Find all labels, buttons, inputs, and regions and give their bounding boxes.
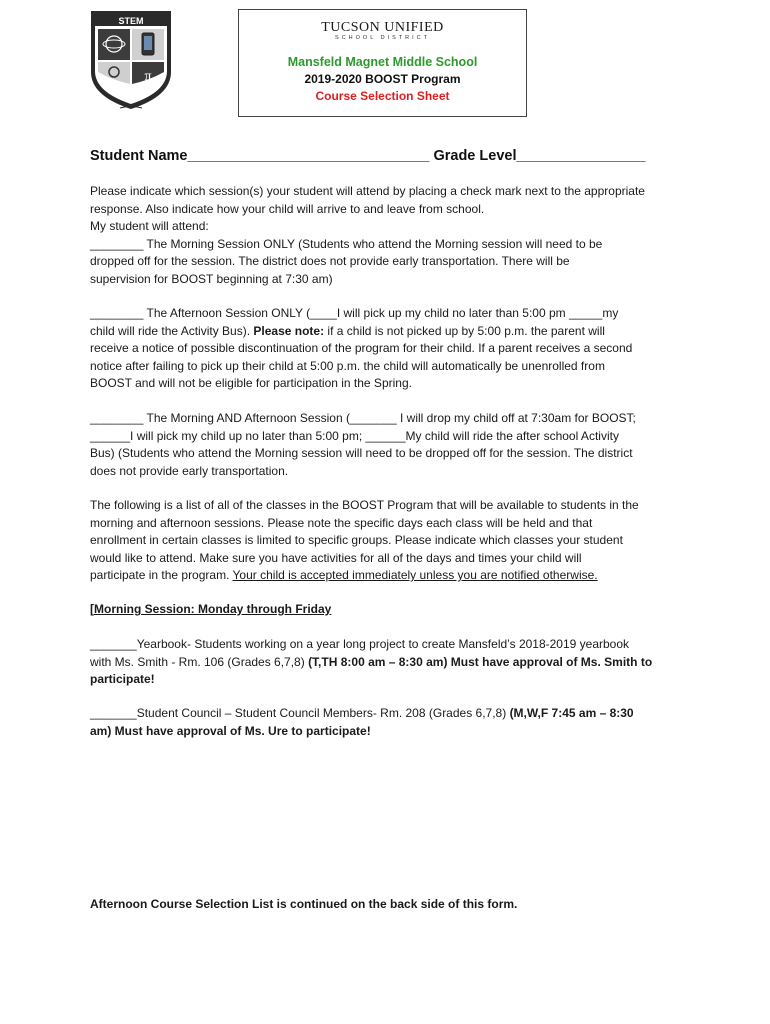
- text-span: child will ride the Activity Bus).: [90, 323, 254, 338]
- morning-only-text: supervision for BOOST beginning at 7:30 am): [90, 271, 333, 286]
- please-note-label: Please note:: [253, 323, 325, 338]
- svg-text:STEM: STEM: [118, 16, 144, 26]
- classes-intro-line: would like to attend. Make sure you have activities for all of the days and times your child will: [90, 550, 582, 565]
- yearbook-class: [90, 636, 690, 689]
- text-span: with Ms. Smith - Rm. 106 (Grades 6,7,8): [90, 654, 309, 669]
- morning-only-option[interactable]: ________ The Morning Session ONLY (Students who attend the Morning session will need to be: [90, 236, 603, 251]
- both-sessions-text: ______I will pick my child up no later than 5:00 pm; ______My child will ride the after school Activity: [90, 428, 619, 443]
- intro-line: Please indicate which session(s) your student will attend by placing a check mark next to the appropriate: [90, 184, 645, 198]
- grade-level-field[interactable]: ________________: [516, 148, 646, 164]
- classes-intro-line: enrollment in certain classes is limited to specific groups. Please indicate which classes your student: [90, 533, 623, 548]
- sheet-title: Course Selection Sheet: [315, 89, 450, 103]
- afternoon-only-text: receive a notice of possible discontinuation of the program for their child. If a parent receives a second: [90, 341, 633, 356]
- afternoon-only-text: [90, 323, 690, 341]
- afternoon-only-option[interactable]: ________ The Afternoon Session ONLY (____I will pick up my child no later than 5:00 pm _____my: [90, 306, 619, 320]
- footer-note: Afternoon Course Selection List is continued on the back side of this form.: [90, 897, 518, 911]
- header-box: [238, 9, 527, 117]
- student-council-schedule: (M,W,F 7:45 am – 8:30: [509, 706, 634, 720]
- classes-intro-paragraph: [90, 497, 690, 585]
- both-sessions-text: Bus) (Students who attend the Morning session will need to be dropped off for the session. The district: [90, 446, 633, 461]
- afternoon-only-paragraph: [90, 305, 690, 393]
- both-sessions-text: does not provide early transportation.: [90, 463, 289, 478]
- yearbook-approval: participate!: [90, 672, 155, 687]
- student-info-line: [90, 148, 646, 164]
- text-span: _______Student Council – Student Council Members- Rm. 208 (Grades 6,7,8): [90, 706, 510, 720]
- student-council-class: [90, 705, 690, 740]
- morning-heading-text: Morning Session: Monday through Friday: [94, 602, 332, 616]
- both-sessions-paragraph: [90, 410, 690, 480]
- stem-logo: [90, 10, 172, 110]
- afternoon-only-text: notice after failing to pick up their child at 5:00 p.m. the child will automatically be unenrolled from: [90, 358, 605, 373]
- text-span: participate in the program.: [90, 568, 233, 583]
- intro-line: response. Also indicate how your child will arrive to and leave from school.: [90, 201, 485, 216]
- yearbook-details: [90, 671, 690, 689]
- yearbook-details: [90, 654, 690, 672]
- student-council-approval: am) Must have approval of Ms. Ure to participate!: [90, 723, 371, 738]
- school-name: Mansfeld Magnet Middle School: [287, 55, 478, 69]
- intro-line: My student will attend:: [90, 219, 209, 234]
- morning-session-heading: [90, 601, 690, 619]
- svg-text:π: π: [144, 69, 152, 84]
- program-title: 2019-2020 BOOST Program: [304, 72, 461, 86]
- bracket: [: [90, 602, 94, 616]
- student-council-option[interactable]: [90, 705, 690, 723]
- classes-intro-line: [90, 567, 690, 585]
- yearbook-option[interactable]: _______Yearbook- Students working on a year long project to create Mansfeld’s 2018-2019 yearbook: [90, 637, 630, 651]
- morning-only-text: dropped off for the session. The district does not provide early transportation. There will be: [90, 254, 570, 269]
- both-sessions-option[interactable]: ________ The Morning AND Afternoon Session (_______ I will drop my child off at 7:30am for BOOST;: [90, 411, 636, 425]
- classes-intro-line: The following is a list of all of the classes in the BOOST Program that will be available to students in the: [90, 498, 639, 512]
- student-council-details: [90, 723, 690, 741]
- student-name-label: Student Name: [90, 148, 188, 164]
- grade-level-label: Grade Level: [433, 148, 517, 164]
- acceptance-notice: Your child is accepted immediately unless you are notified otherwise.: [232, 568, 598, 583]
- intro-paragraph: [90, 183, 690, 289]
- student-name-field[interactable]: ______________________________: [187, 148, 430, 164]
- yearbook-schedule: (T,TH 8:00 am – 8:30 am) Must have approval of Ms. Smith to: [308, 654, 653, 669]
- classes-intro-line: morning and afternoon sessions. Please note the specific days each class will be held and that: [90, 515, 593, 530]
- text-span: if a child is not picked up by 5:00 p.m. the parent will: [324, 323, 605, 338]
- district-subtitle: SCHOOL DISTRICT: [335, 35, 430, 41]
- district-name: TUCSON UNIFIED: [321, 20, 444, 35]
- afternoon-only-text: BOOST and will not be eligible for participation in the Spring.: [90, 376, 412, 391]
